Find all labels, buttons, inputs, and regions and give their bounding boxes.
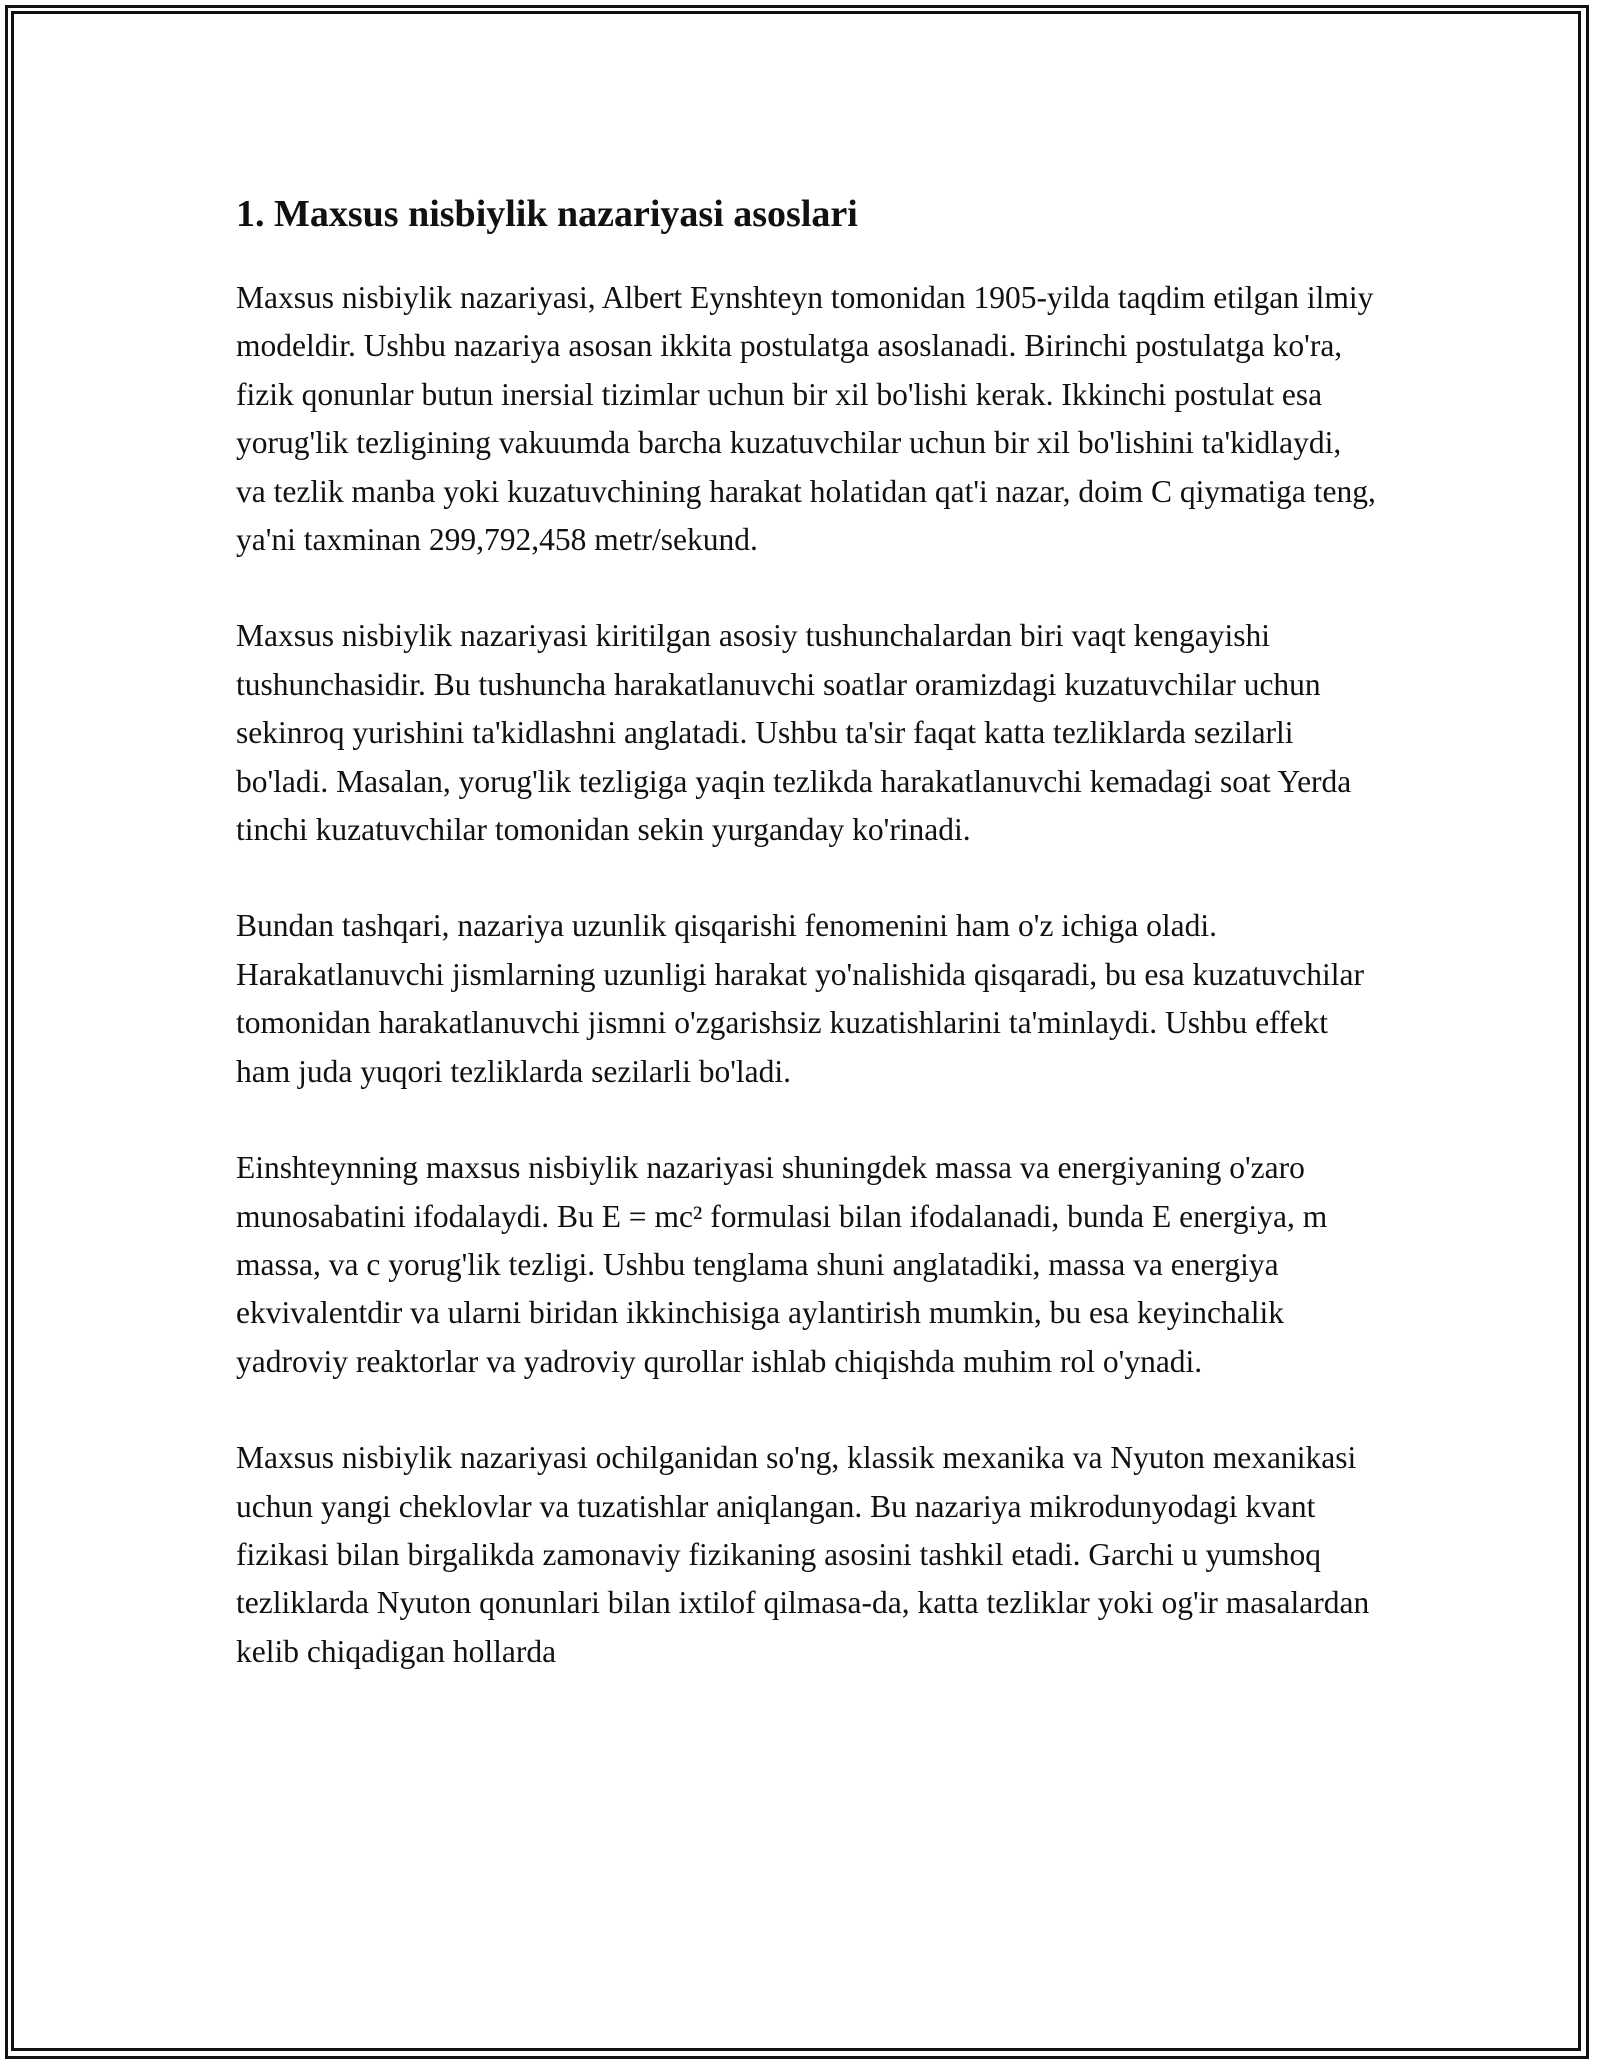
document-body xyxy=(236,184,1376,1724)
paragraph-5: Maxsus nisbiylik nazariyasi ochilganidan so'ng, klassik mexanika va Nyuton mexanikasi uchun yangi cheklovlar va tuzatishlar aniqlangan. Bu nazariya mikrodunyodagi kvant fizikasi bilan birgalikda zamonaviy fizikaning asosini tashkil etadi. Garchi u yumshoq tezliklarda Nyuton qonunlari bilan ixtilof qilmasa-da, katta tezliklar yoki og'ir masalardan kelib chiqadigan hollarda xyxy=(236,1440,1370,1669)
paragraph-3: Bundan tashqari, nazariya uzunlik qisqarishi fenomenini ham o'z ichiga oladi. Harakatlanuvchi jismlarning uzunligi harakat yo'nalishida qisqaradi, bu esa kuzatuvchilar tomonidan harakatlanuvchi jismni o'zgarishsiz kuzatishlarini ta'minlaydi. Ushbu effekt ham juda yuqori tezliklarda sezilarli bo'ladi. xyxy=(236,908,1364,1089)
paragraph-4: Einshteynning maxsus nisbiylik nazariyasi shuningdek massa va energiyaning o'zaro munosabatini ifodalaydi. Bu E = mc² formulasi bilan ifodalanadi, bunda E energiya, m massa, va c yorug'lik tezligi. Ushbu tenglama shuni anglatadiki, massa va energiya ekvivalentdir va ularni biridan ikkinchisiga aylantirish mumkin, bu esa keyinchalik yadroviy reaktorlar va yadroviy qurollar ishlab chiqishda muhim rol o'ynadi. xyxy=(236,1150,1328,1379)
paragraph-1: Maxsus nisbiylik nazariyasi, Albert Eynshteyn tomonidan 1905-yilda taqdim etilgan ilmiy modeldir. Ushbu nazariya asosan ikkita postulatga asoslanadi. Birinchi postulatga ko'ra, fizik qonunlar butun inersial tizimlar uchun bir xil bo'lishi kerak. Ikkinchi postulat esa yorug'lik tezligining vakuumda barcha kuzatuvchilar uchun bir xil bo'lishini ta'kidlaydi, va tezlik manba yoki kuzatuvchining harakat holatidan qat'i nazar, doim C qiymatiga teng, ya'ni taxminan 299,792,458 metr/sekund. xyxy=(236,280,1376,558)
section-heading: 1. Maxsus nisbiylik nazariyasi asoslari xyxy=(236,193,858,235)
paragraph-2: Maxsus nisbiylik nazariyasi kiritilgan asosiy tushunchalardan biri vaqt kengayishi tushunchasidir. Bu tushuncha harakatlanuvchi soatlar oramizdagi kuzatuvchilar uchun sekinroq yurishini ta'kidlashni anglatadi. Ushbu ta'sir faqat katta tezliklarda sezilarli bo'ladi. Masalan, yorug'lik tezligiga yaqin tezlikda harakatlanuvchi kemadagi soat Yerda tinchi kuzatuvchilar tomonidan sekin yurganday ko'rinadi. xyxy=(236,618,1352,848)
